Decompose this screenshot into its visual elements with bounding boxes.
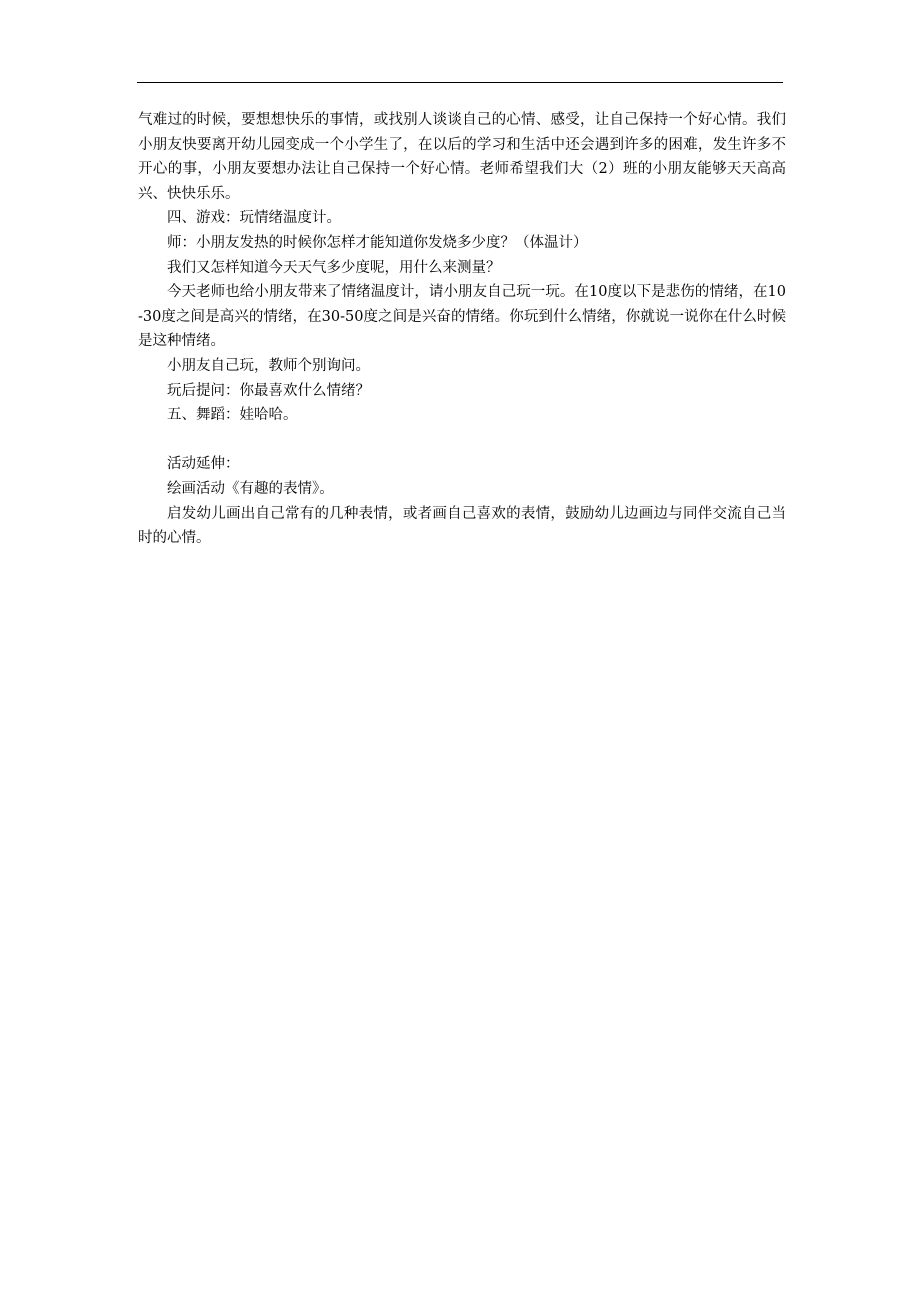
document-body <box>138 108 786 551</box>
paragraph-weather-question: 我们又怎样知道今天天气多少度呢，用什么来测量？ <box>167 259 501 276</box>
paragraph-drawing-instructions: 启发幼儿画出自己常有的几种表情，或者画自己喜欢的表情，鼓励幼儿边画边与同伴交流自己当时的心情。 <box>138 505 786 547</box>
header-rule <box>137 82 783 83</box>
blank-line <box>138 428 786 453</box>
paragraph-after-play-question: 玩后提问：你最喜欢什么情绪？ <box>167 382 370 399</box>
paragraph-section-four-heading: 四、游戏：玩情绪温度计。 <box>167 210 341 227</box>
paragraph-continuation: 气难过的时候，要想想快乐的事情，或找别人谈谈自己的心情、感受，让自己保持一个好心情。我们小朋友快要离开幼儿园变成一个小学生了，在以后的学习和生活中还会遇到许多的困难，发生许多不开心的事，小朋友要想办法让自己保持一个好心情。老师希望我们大（2）班的小朋友能够天天高高兴、快快乐乐。 <box>138 112 786 202</box>
paragraph-drawing-activity: 绘画活动《有趣的表情》。 <box>167 480 334 497</box>
paragraph-extension-heading: 活动延伸： <box>167 456 240 473</box>
paragraph-teacher-question: 师：小朋友发热的时候你怎样才能知道你发烧多少度？（体温计） <box>167 234 588 251</box>
paragraph-section-five-heading: 五、舞蹈：娃哈哈。 <box>167 407 298 424</box>
paragraph-children-play: 小朋友自己玩，教师个别询问。 <box>167 357 370 374</box>
paragraph-emotion-thermometer: 今天老师也给小朋友带来了情绪温度计，请小朋友自己玩一玩。在10度以下是悲伤的情绪，在10-30度之间是高兴的情绪，在30-50度之间是兴奋的情绪。你玩到什么情绪，你就说一说你在什么时候是这种情绪。 <box>138 284 786 350</box>
